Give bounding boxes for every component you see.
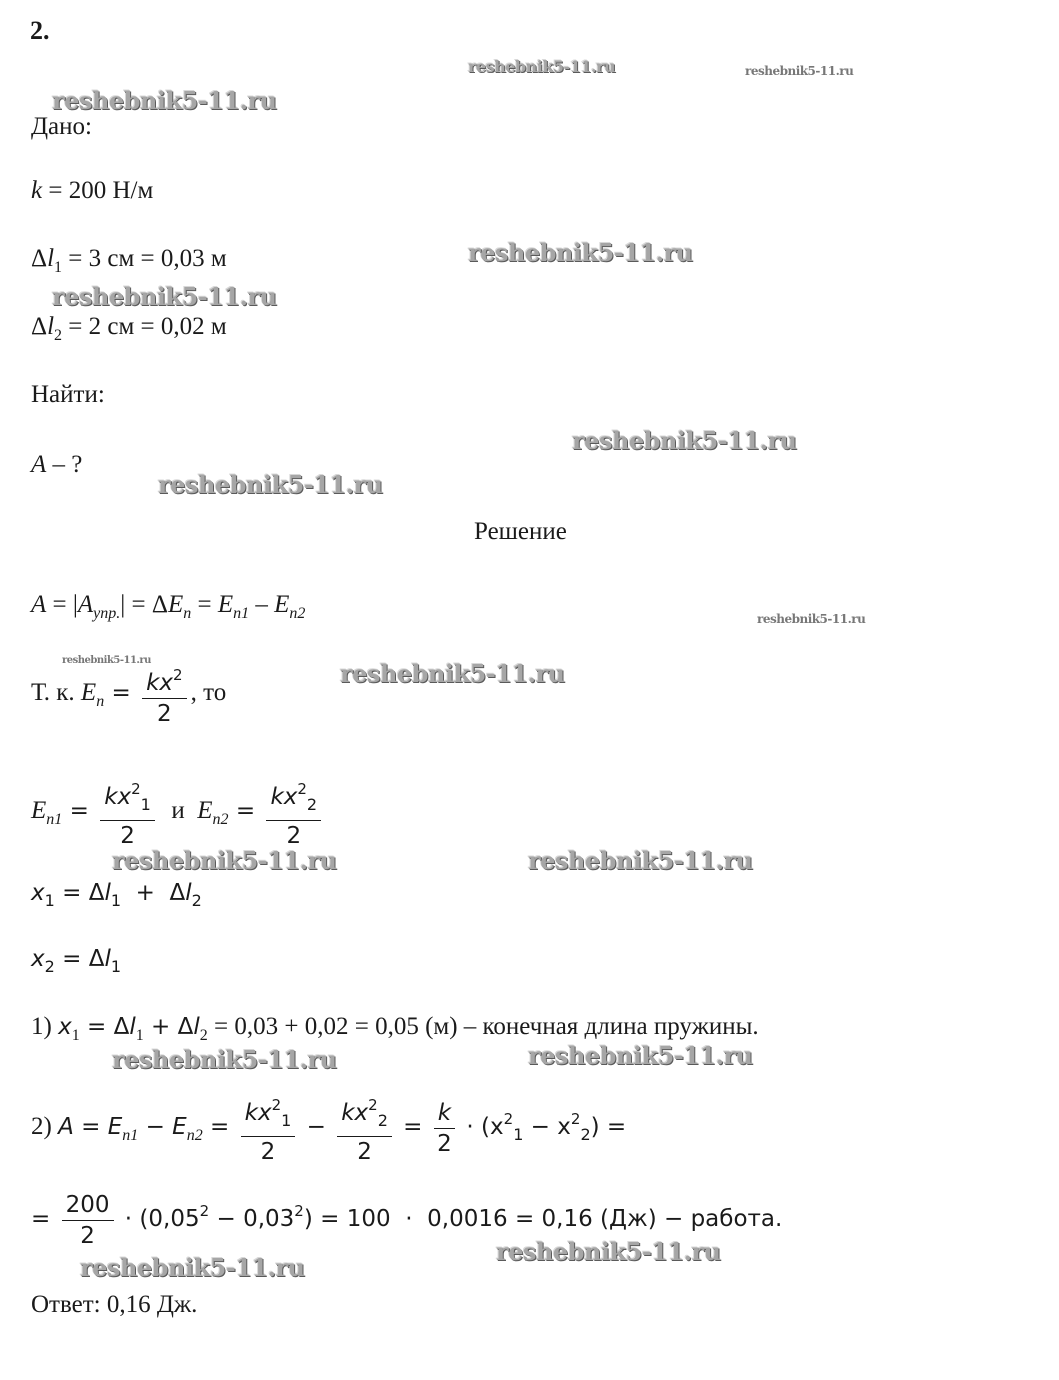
watermark: reshebnik5-11.ru <box>745 64 854 78</box>
since-suffix: , то <box>190 679 227 707</box>
fraction-denominator: 2 <box>157 701 172 727</box>
subscript: 2 <box>44 957 55 976</box>
op: · (0,05 <box>117 1206 200 1233</box>
numerator-text: kx <box>244 1100 272 1126</box>
subscript: 1 <box>140 795 151 814</box>
var-e: E <box>172 1114 187 1141</box>
subscript: п2 <box>212 811 229 829</box>
op: = <box>228 798 263 825</box>
var-l: l <box>47 313 55 340</box>
fraction-numerator <box>100 774 155 821</box>
subscript: п1 <box>233 605 250 622</box>
subscript: п2 <box>186 1127 203 1145</box>
watermark: reshebnik5-11.ru <box>340 659 565 688</box>
subscript: п <box>96 693 105 711</box>
op: − x <box>523 1114 571 1141</box>
numerator-text: kx <box>270 784 298 810</box>
fraction <box>266 774 321 851</box>
superscript: 2 <box>199 1202 210 1221</box>
watermark: reshebnik5-11.ru <box>52 282 277 311</box>
subscript: 1 <box>281 1111 292 1130</box>
k-symbol: k <box>31 177 43 204</box>
op: = <box>73 1114 108 1141</box>
op: = Δ <box>79 1014 130 1040</box>
superscript: 2 <box>503 1110 514 1129</box>
step-1-result: = 0,03 + 0,02 = 0,05 (м) – конечная длина пружины. <box>207 1013 759 1040</box>
watermark: reshebnik5-11.ru <box>112 846 337 875</box>
op: = <box>202 1114 237 1141</box>
watermark: reshebnik5-11.ru <box>62 655 151 666</box>
given-dl1 <box>31 244 227 283</box>
subscript: 1 <box>54 259 63 276</box>
watermark: reshebnik5-11.ru <box>468 57 616 76</box>
subscript: упр. <box>93 605 121 622</box>
subscript: 2 <box>199 1027 208 1044</box>
dl2-value: = 2 см = 0,02 м <box>62 313 227 340</box>
fraction <box>241 1090 296 1167</box>
var-x: x <box>31 946 45 972</box>
fraction-denominator: 2 <box>260 1139 276 1165</box>
watermark: reshebnik5-11.ru <box>572 426 797 455</box>
subscript: п1 <box>46 811 63 829</box>
fraction-numerator <box>337 1090 392 1137</box>
op: = Δ <box>54 946 105 972</box>
var-a: A <box>58 1114 74 1141</box>
superscript: 2 <box>570 1110 581 1129</box>
watermark: reshebnik5-11.ru <box>496 1237 721 1266</box>
superscript: 2 <box>131 780 141 798</box>
find-label: Найти: <box>31 381 105 408</box>
watermark: reshebnik5-11.ru <box>80 1253 305 1282</box>
superscript: 2 <box>271 1096 282 1114</box>
fraction-numerator <box>266 774 321 821</box>
target-symbol: A <box>31 451 47 478</box>
problem-number: 2. <box>30 16 50 45</box>
var-l: l <box>129 1014 136 1040</box>
work-equation <box>31 590 305 629</box>
subscript: 1 <box>71 1027 80 1044</box>
subscript: 2 <box>377 1111 388 1130</box>
op: ) = <box>590 1114 627 1141</box>
subscript: 2 <box>580 1125 591 1145</box>
target-rest: – ? <box>46 451 83 478</box>
op: | = Δ <box>120 591 168 618</box>
op: · (x <box>459 1114 504 1141</box>
var-l: l <box>193 1014 200 1040</box>
subscript: 1 <box>44 891 55 910</box>
given-k <box>31 176 153 206</box>
step-3-result: ) = 100 · 0,0016 = 0,16 (Дж) − работа. <box>303 1206 783 1233</box>
since-equation <box>31 660 226 729</box>
subscript: 2 <box>306 795 318 814</box>
watermark: reshebnik5-11.ru <box>158 470 383 499</box>
fraction <box>100 774 155 851</box>
delta-symbol: Δ <box>31 245 48 272</box>
op: = | <box>46 591 78 618</box>
op: − 0,03 <box>209 1206 295 1233</box>
superscript: 2 <box>173 666 183 684</box>
var-l: l <box>185 880 192 906</box>
subscript: п2 <box>289 605 306 622</box>
subscript: 1 <box>513 1125 524 1145</box>
op: − <box>299 1114 334 1141</box>
op: = <box>395 1114 430 1141</box>
numerator-text: kx <box>341 1100 369 1126</box>
watermark: reshebnik5-11.ru <box>757 612 866 626</box>
op: = <box>31 1206 58 1233</box>
op: + Δ <box>143 1014 194 1040</box>
k-value: = 200 Н/м <box>42 177 154 204</box>
fraction-denominator: 2 <box>437 1131 452 1157</box>
var-a: A <box>31 591 47 618</box>
subscript: п1 <box>122 1127 139 1145</box>
fraction <box>434 1098 455 1159</box>
fraction-denominator: 2 <box>357 1139 372 1165</box>
x1-definition <box>31 878 202 916</box>
watermark: reshebnik5-11.ru <box>528 846 753 875</box>
op: = <box>104 680 139 707</box>
op: = <box>191 591 218 618</box>
op: = <box>62 798 97 825</box>
var-l: l <box>104 880 111 906</box>
var-l: l <box>104 946 111 972</box>
en-definitions <box>31 774 325 851</box>
watermark: reshebnik5-11.ru <box>52 86 277 115</box>
fraction-numerator: 200 <box>62 1190 114 1221</box>
var-x: x <box>31 880 45 906</box>
answer: Ответ: 0,16 Дж. <box>31 1291 198 1318</box>
subscript: п <box>183 605 192 622</box>
var-e: E <box>217 591 234 618</box>
subscript: 2 <box>191 891 202 910</box>
numerator-text: kx <box>104 784 132 810</box>
op: − <box>138 1114 173 1141</box>
fraction-numerator <box>241 1090 296 1137</box>
var-x: x <box>58 1014 72 1040</box>
dl1-value: = 3 см = 0,03 м <box>62 245 227 272</box>
subscript: 1 <box>110 891 122 910</box>
step-prefix: 2) <box>31 1113 59 1141</box>
watermark: reshebnik5-11.ru <box>528 1041 753 1070</box>
var-e: E <box>80 679 97 707</box>
fraction-denominator: 2 <box>286 823 302 849</box>
var-e: E <box>107 1114 123 1141</box>
step-2 <box>31 1090 626 1167</box>
var-e: E <box>197 797 213 825</box>
since-prefix: Т. к. <box>31 679 81 707</box>
fraction-denominator: 2 <box>80 1223 95 1249</box>
fraction <box>337 1090 392 1167</box>
delta-symbol: Δ <box>31 313 48 340</box>
given-label: Дано: <box>31 113 92 140</box>
step-3 <box>31 1190 782 1251</box>
var-l: l <box>47 245 55 272</box>
superscript: 2 <box>368 1096 378 1114</box>
op: = Δ <box>54 880 105 906</box>
subscript: 2 <box>54 327 63 344</box>
var-e: E <box>274 591 290 618</box>
fraction-denominator: 2 <box>120 823 135 849</box>
op: – <box>249 591 275 618</box>
step-prefix: 1) <box>31 1013 59 1040</box>
subscript: 1 <box>110 957 122 976</box>
op: + Δ <box>121 880 186 906</box>
fraction <box>142 660 186 729</box>
find-target <box>31 450 82 480</box>
x2-definition <box>31 944 121 982</box>
superscript: 2 <box>294 1202 304 1221</box>
var-a: A <box>77 591 94 618</box>
watermark: reshebnik5-11.ru <box>112 1045 337 1074</box>
conjunction: и <box>171 797 185 825</box>
var-e: E <box>31 797 47 825</box>
fraction-numerator <box>142 660 186 699</box>
solution-heading: Решение <box>474 518 567 545</box>
superscript: 2 <box>297 780 307 798</box>
watermark: reshebnik5-11.ru <box>468 238 693 267</box>
fraction <box>62 1190 114 1251</box>
step-1 <box>31 1012 759 1051</box>
subscript: 1 <box>135 1027 144 1044</box>
numerator-text: kx <box>146 670 174 696</box>
given-dl2 <box>31 312 227 351</box>
fraction-numerator: k <box>434 1098 455 1129</box>
var-e: E <box>167 591 184 618</box>
